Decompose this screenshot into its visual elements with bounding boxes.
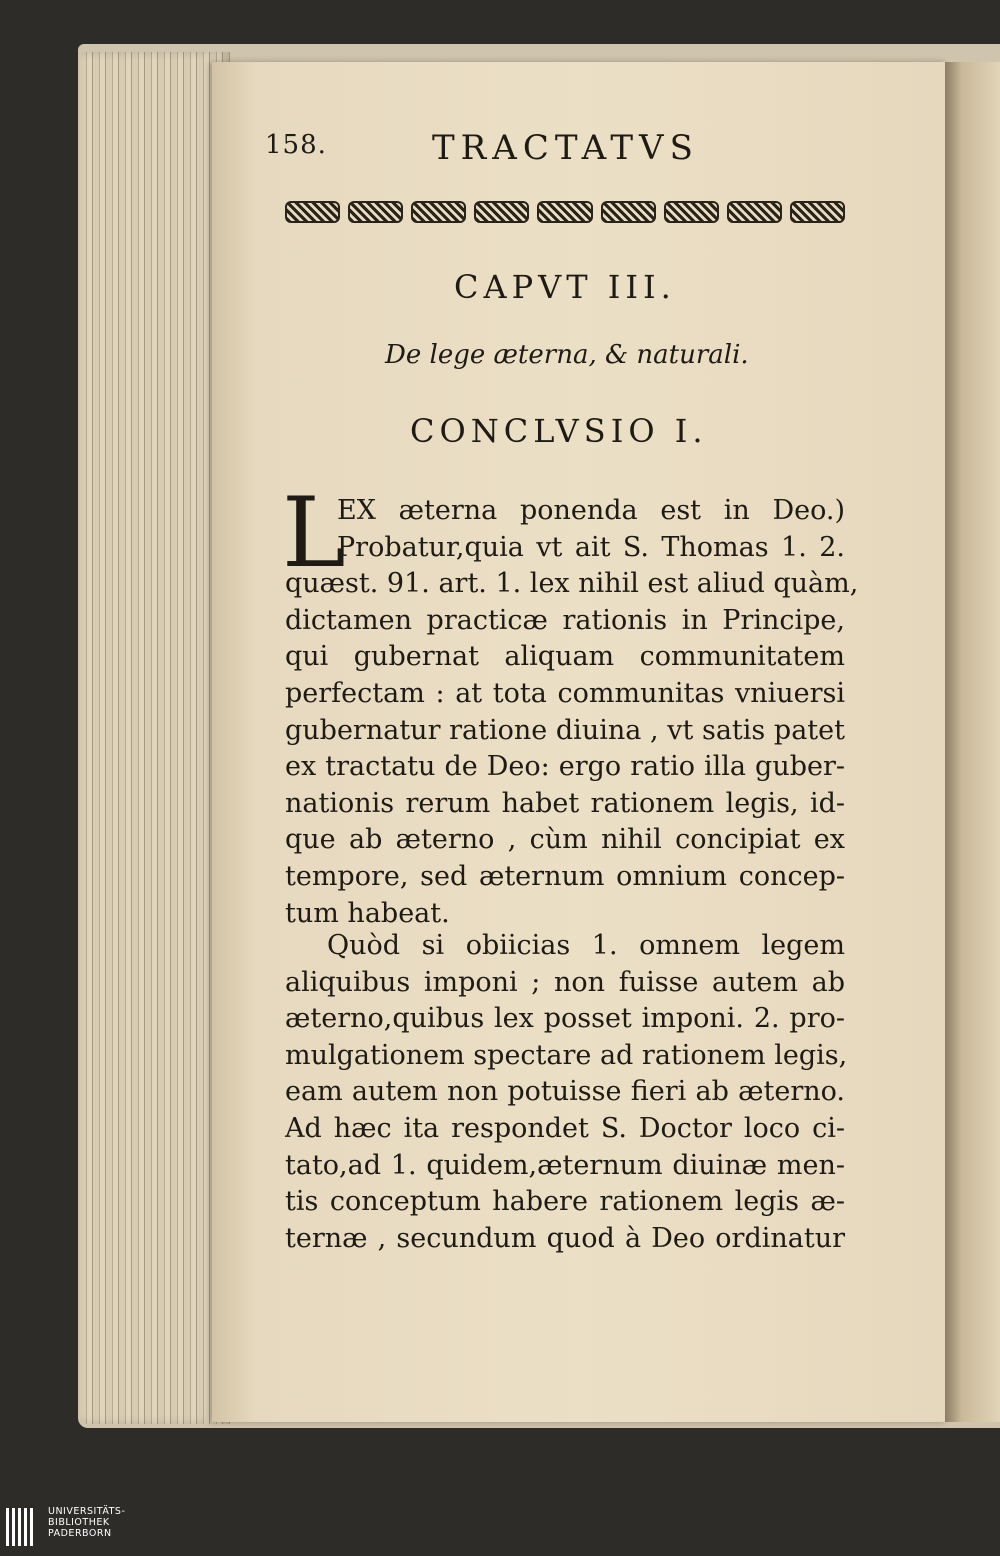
ornament-border [285, 198, 845, 226]
text-line: gubernatur ratione diuina , vt satis patet [285, 714, 845, 746]
page-number: 158. [265, 130, 327, 160]
paragraph-1 [285, 493, 859, 932]
facing-page-gutter [945, 62, 1000, 1422]
logo-bars-icon [6, 1508, 36, 1550]
running-title: TRACTATVS [432, 128, 699, 168]
text-line: Quòd si obiicias 1. omnem legem [327, 930, 845, 961]
paragraph-2 [285, 928, 848, 1257]
text-line: tum habeat. [285, 897, 450, 929]
text-line: nationis rerum habet rationem legis, id- [285, 787, 845, 819]
text-line: ex tractatu de Deo: ergo ratio illa guber- [285, 751, 845, 783]
ornament-piece [474, 201, 529, 223]
text-line: aliquibus imponi ; non fuisse autem ab [285, 966, 845, 998]
text-line: quæst. 91. art. 1. lex nihil est aliud quàm, [285, 568, 859, 600]
text-line: tato,ad 1. quidem,æternum diuinæ men- [285, 1149, 845, 1181]
text-line: æterno,quibus lex posset imponi. 2. pro- [285, 1003, 845, 1035]
text-line: dictamen practicæ rationis in Principe, [285, 604, 845, 636]
drop-capital: L [282, 477, 346, 589]
ornament-piece [285, 201, 340, 223]
text-line: mulgationem spectare ad rationem legis, [285, 1039, 848, 1071]
chapter-subtitle: De lege æterna, & naturali. [385, 340, 749, 370]
logo-line: BIBLIOTHEK [48, 1517, 110, 1528]
text-line: Ad hæc ita respondet S. Doctor loco ci- [285, 1112, 845, 1144]
ornament-piece [790, 201, 845, 223]
conclusion-heading: CONCLVSIO I. [410, 412, 708, 450]
ornament-piece [727, 201, 782, 223]
text-line: perfectam : at tota communitas vniuersi [285, 677, 845, 709]
text-line: qui gubernat aliquam communitatem [285, 641, 845, 673]
text-line: Probatur,quia vt ait S. Thomas 1. 2. [337, 531, 845, 563]
text-line: tempore, sed æternum omnium concep- [285, 860, 845, 892]
text-line: que ab æterno , cùm nihil concipiat ex [285, 824, 845, 856]
library-logo-text [48, 1506, 125, 1539]
text-line: ternæ , secundum quod à Deo ordinatur [285, 1222, 845, 1254]
text-line: eam autem non potuisse fieri ab æterno. [285, 1076, 845, 1108]
page-edges [80, 52, 230, 1424]
ornament-piece [411, 201, 466, 223]
ornament-piece [348, 201, 403, 223]
ornament-piece [664, 201, 719, 223]
text-line: EX æterna ponenda est in Deo.) [337, 495, 845, 526]
ornament-piece [601, 201, 656, 223]
logo-line: UNIVERSITÄTS- [48, 1506, 126, 1517]
text-line: tis conceptum habere rationem legis æ- [285, 1186, 845, 1218]
logo-line: PADERBORN [48, 1528, 112, 1539]
library-logo [0, 1500, 200, 1556]
chapter-heading: CAPVT III. [454, 268, 676, 306]
ornament-piece [537, 201, 592, 223]
